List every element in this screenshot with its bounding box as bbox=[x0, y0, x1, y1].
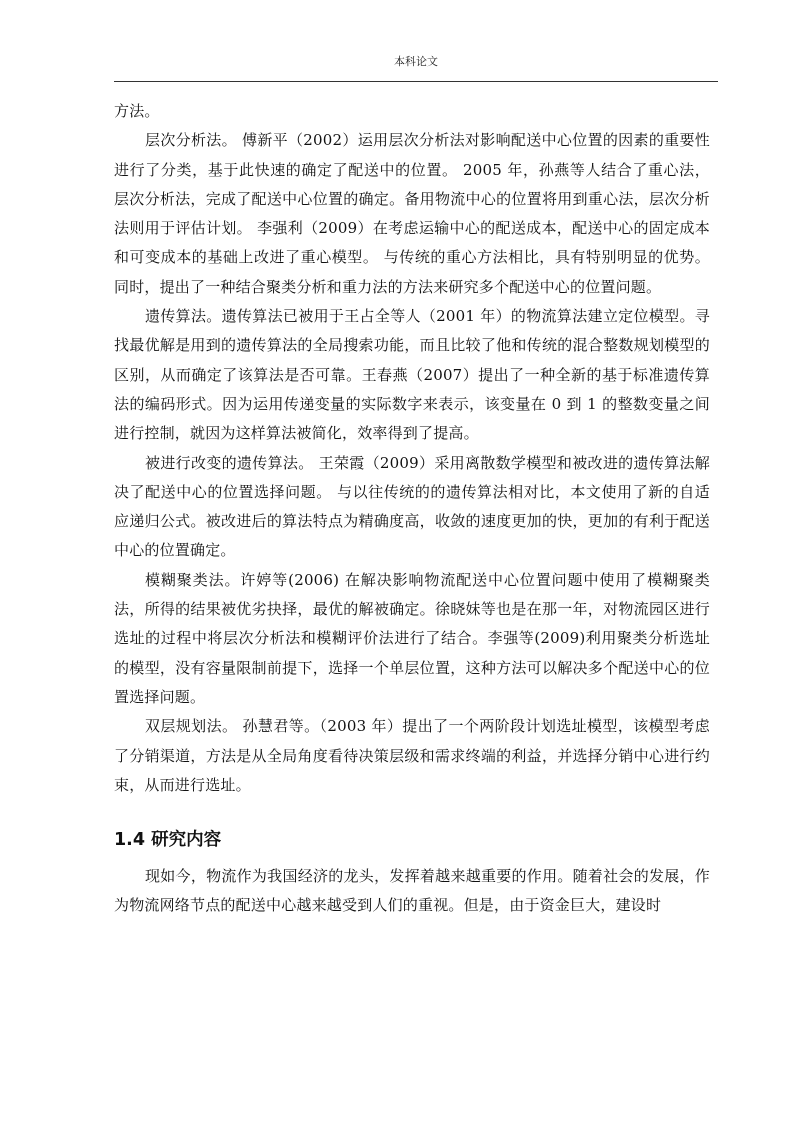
running-header: 本科论文 bbox=[394, 55, 438, 68]
header-rule bbox=[114, 81, 718, 82]
paragraph-improved-genetic-algorithm: 被进行改变的遗传算法。 王荣霞（2009）采用离散数学模型和被改进的遗传算法解决了配送中心的位置选择问题。 与以往传统的的遗传算法相对比，本文使用了新的自适应递归公式。被改进后的算法特点为精确度高，收敛的速度更加的快，更加的有利于配送中心的位置确定。 bbox=[114, 453, 710, 560]
section-heading: 1.4 研究内容 bbox=[114, 830, 222, 851]
paragraph-bilevel-programming: 双层规划法。 孙慧君等。（2003 年）提出了一个两阶段计划选址模型，该模型考虑了分销渠道，方法是从全局角度看待决策层级和需求终端的利益，并选择分销中心进行约束，从而进行选址。 bbox=[114, 717, 710, 794]
paragraph-genetic-algorithm: 遗传算法。遗传算法已被用于王占全等人（2001 年）的物流算法建立定位模型。寻找最优解是用到的遗传算法的全局搜索功能，而且比较了他和传统的混合整数规划模型的区别，从而确定了该算法是否可靠。王春燕（2007）提出了一种全新的基于标准遗传算法的编码形式。因为运用传递变量的实际数字来表示，该变量在 0 到 1 的整数变量之间进行控制，就因为这样算法被简化，效率得到了提高。 bbox=[114, 307, 710, 443]
paragraph-fuzzy-clustering: 模糊聚类法。许婷等(2006) 在解决影响物流配送中心位置问题中使用了模糊聚类法，所得的结果被优劣抉择，最优的解被确定。徐晓妹等也是在那一年，对物流园区进行选址的过程中将层次分析法和模糊评价法进行了结合。李强等(2009)利用聚类分析选址的模型，没有容量限制前提下，选择一个单层位置，这种方法可以解决多个配送中心的位置选择问题。 bbox=[114, 570, 710, 706]
paragraph-continuation: 方法。 bbox=[114, 102, 160, 120]
paragraph-research-content: 现如今，物流作为我国经济的龙头，发挥着越来越重要的作用。随着社会的发展，作为物流网络节点的配送中心越来越受到人们的重视。但是，由于资金巨大，建设时 bbox=[114, 867, 710, 915]
body-text bbox=[114, 97, 710, 921]
paragraph-ahp: 层次分析法。 傅新平（2002）运用层次分析法对影响配送中心位置的因素的重要性进行了分类，基于此快速的确定了配送中的位置。 2005 年，孙燕等人结合了重心法，层次分析法，完成了配送中心位置的确定。备用物流中心的位置将用到重心法，层次分析法则用于评估计划。 李强利（2009）在考虑运输中心的配送成本，配送中心的固定成本和可变成本的基础上改进了重心模型。 与传统的重心方法相比，具有特别明显的优势。 同时，提出了一种结合聚类分析和重力法的方法来研究多个配送中心的位置问题。 bbox=[114, 131, 710, 296]
